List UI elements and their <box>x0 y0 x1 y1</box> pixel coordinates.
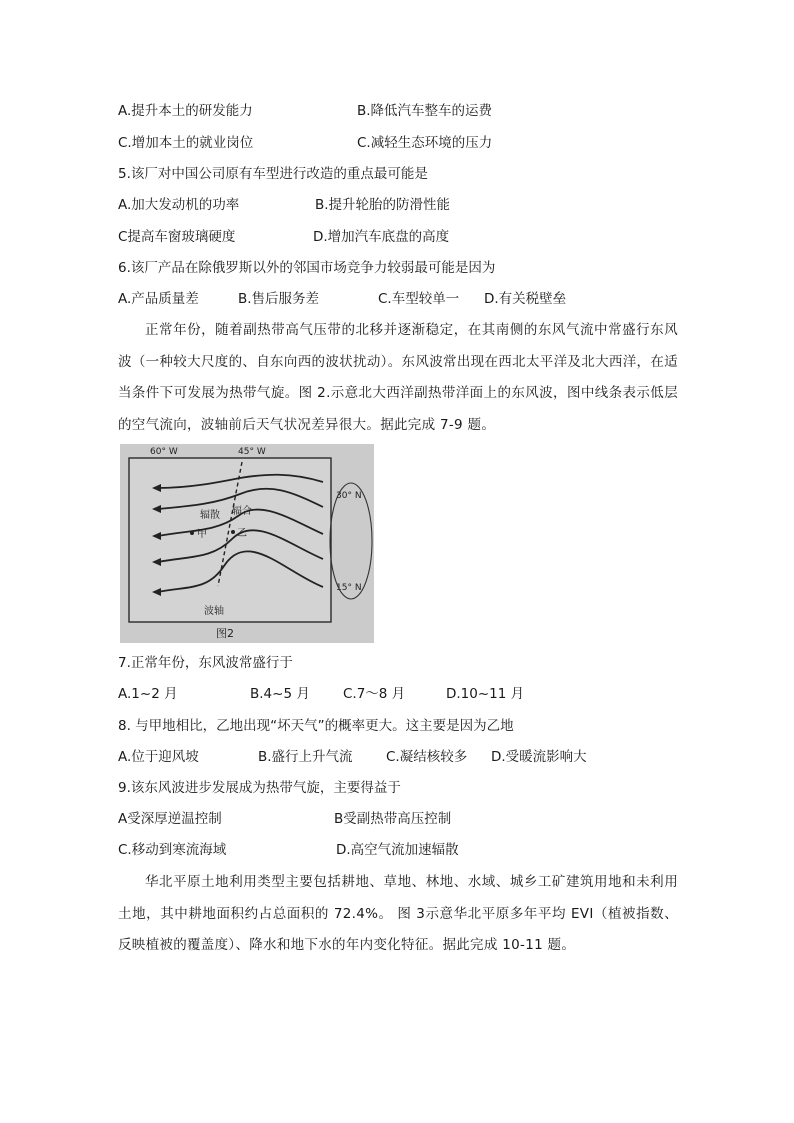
q4-option-b: B.降低汽车整车的运费 <box>357 103 493 119</box>
point-yi-marker <box>231 530 235 534</box>
q8-option-c: C.凝结核较多 <box>386 749 468 765</box>
q9-option-c: C.移动到寒流海域 <box>118 842 227 858</box>
q6-option-a: A.产品质量差 <box>118 291 199 307</box>
passage-easterly-wave: 正常年份，随着副热带高气压带的北移并逐渐稳定，在其南侧的东风气流中常盛行东风波（一种较大尺度的、自东向西的波状扰动）。东风波常出现在西北太平洋及北大西洋，在适当条件下可发展为热带气旋。图 2.示意北大西洋副热带洋面上的东风波，图中线条表示低层的空气流向，波轴前后天气状况差异很大。据此完成 7-9 题。 <box>118 322 678 433</box>
q7-option-d: D.10~11 月 <box>446 686 525 702</box>
q7-option-c: C.7～8 月 <box>343 686 406 702</box>
point-jia-marker <box>190 531 194 535</box>
q4-option-d: C.减轻生态环境的压力 <box>357 135 493 151</box>
figure-caption: 图2 <box>216 627 234 640</box>
q9-option-a: A受深厚逆温控制 <box>118 811 222 827</box>
figure-2 <box>120 444 374 643</box>
q4-option-c: C.增加本土的就业岗位 <box>118 135 254 151</box>
q6-option-c: C.车型较单一 <box>378 291 460 307</box>
q7-stem: 7.正常年份，东风波常盛行于 <box>118 655 293 671</box>
q6-stem: 6.该厂产品在除俄罗斯以外的邻国市场竞争力较弱最可能是因为 <box>118 260 496 276</box>
lat-30-label: 30° N <box>336 491 362 501</box>
easterly-wave-diagram <box>120 444 374 643</box>
wave-axis-label: 波轴 <box>204 606 224 617</box>
q5-option-a: A.加大发动机的功率 <box>118 197 240 213</box>
q5-option-d: D.增加汽车底盘的高度 <box>313 229 450 245</box>
passage-north-china-plain: 华北平原土地利用类型主要包括耕地、草地、林地、水域、城乡工矿建筑用地和未利用土地，其中耕地面积约占总面积的 72.4%。 图 3示意华北平原多年平均 EVI（植被指数、反映植被的覆盖度）、降水和地下水的年内变化特征。据此完成 10-11 题。 <box>118 874 678 953</box>
q8-option-b: B.盛行上升气流 <box>258 749 353 765</box>
q7-option-a: A.1~2 月 <box>118 686 178 702</box>
point-jia-label: 甲 <box>197 529 207 540</box>
divergence-label: 辐散 <box>200 510 220 521</box>
q7-option-b: B.4~5 月 <box>250 686 310 702</box>
lat-15-label: 15° N <box>336 583 362 593</box>
point-yi-label: 乙 <box>237 528 247 539</box>
q9-stem: 9.该东风波进步发展成为热带气旋，主要得益于 <box>118 780 401 796</box>
q8-option-a: A.位于迎风坡 <box>118 749 199 765</box>
q5-option-c: C提高车窗玻璃硬度 <box>118 229 236 245</box>
q8-stem: 8. 与甲地相比，乙地出现“坏天气”的概率更大。这主要是因为乙地 <box>118 718 514 734</box>
q6-option-d: D.有关税壁垒 <box>484 291 567 307</box>
q8-option-d: D.受暖流影响大 <box>491 749 587 765</box>
q9-option-d: D.高空气流加速辐散 <box>336 842 459 858</box>
q5-option-b: B.提升轮胎的防滑性能 <box>315 197 451 213</box>
q5-stem: 5.该厂对中国公司原有车型进行改造的重点最可能是 <box>118 166 428 182</box>
q9-option-b: B受副热带高压控制 <box>334 811 452 827</box>
convergence-label: 辐合 <box>232 506 252 517</box>
q4-option-a: A.提升本土的研发能力 <box>118 103 253 119</box>
lon-60-label: 60° W <box>150 447 178 457</box>
lon-45-label: 45° W <box>238 447 266 457</box>
q6-option-b: B.售后服务差 <box>238 291 320 307</box>
